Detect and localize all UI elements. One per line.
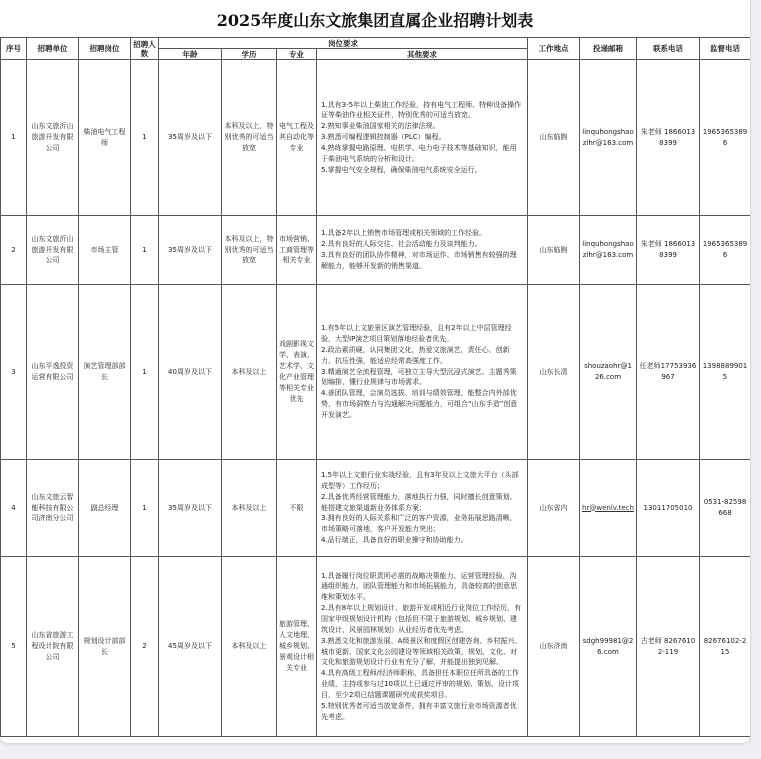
recruitment-table [0,37,751,737]
cell-index: 5 [1,557,27,737]
cell-supervision: 82676102-215 [700,557,751,737]
cell-location: 山东省内 [528,460,580,557]
cell-supervision: 0531-82598668 [700,460,751,557]
cell-age: 35周岁及以下 [159,216,222,285]
table-row [1,60,751,216]
cell-headcount: 2 [131,557,159,737]
header-location: 工作地点 [528,38,580,60]
cell-headcount: 1 [131,216,159,285]
cell-headcount: 1 [131,60,159,216]
cell-phone: 13011705010 [637,460,700,557]
cell-email: linquhongshaozihr@163.com [580,216,637,285]
cell-age: 40周岁及以下 [159,285,222,460]
cell-company: 山东平逸投资运营有限公司 [27,285,79,460]
cell-age: 35周岁及以下 [159,60,222,216]
cell-phone: 任老师17753936967 [637,285,700,460]
cell-company: 山东文旅云智能科技有限公司济南分公司 [27,460,79,557]
requirement-line: 3.拥有良好的人际关系和广泛的客户资源，业务拓展思路清晰，市场策略可落地，客户开发能力突出； [321,514,517,534]
cell-email: linquhongshaozihr@163.com [580,60,637,216]
requirement-line: 2.具有良好的人际交往、社会活动能力及谈判能力。 [321,240,482,249]
cell-education: 本科及以上 [222,285,277,460]
cell-email: sdgh99981@26.com [580,557,637,737]
header-supervision: 监督电话 [700,38,751,60]
cell-position: 演艺管理部部长 [79,285,131,460]
requirement-line: 2.具有8年以上规划设计、旅游开发或相近行业岗位工作经历，有国家甲级规划设计机构（包括但不限于旅游规划、城乡规划、建筑设计、风景园林规划）从业经历者优先考虑。 [321,604,522,634]
cell-position: 规划设计部部长 [79,557,131,737]
cell-major: 电气工程及其自动化等专业 [277,60,317,216]
requirement-line: 1.具备履行岗位职责所必需的战略决策能力、运营管理经验，沟通组织能力、团队管理能力和市场拓展能力，具备较高的创意思维和策划水平。 [321,571,517,602]
requirement-line: 3.具有良好的团队协作精神，对市场运作、市场销售有较强的理解能力，能够开发新的销售渠道。 [321,251,517,270]
requirement-line: 4.品行端正，具备良好的职业操守和协助能力。 [321,536,468,545]
requirement-line: 2.熟知事业柴油国家相关的法律法规。 [321,122,440,131]
cell-phone: 朱老师 18660138399 [637,216,700,285]
cell-other-requirements [317,285,528,460]
cell-other-requirements [317,216,528,285]
table-row [1,216,751,285]
header-age: 年龄 [159,49,222,60]
header-phone: 联系电话 [637,38,700,60]
requirement-line: 2.政治素质硬，认同集团文化，热爱文旅演艺，责任心、创新力、抗压性强，能适应经常高强度工作。 [321,345,510,365]
cell-supervision: 19653653896 [700,216,751,285]
cell-age: 35周岁及以下 [159,460,222,557]
requirement-line: 3.熟悉文化和旅游发展、A级景区和度假区创建咨询、乡村振兴、城市更新、国家文化公园建设等领域相关政策，规划、文化、对文化和旅游规划设计行业有充分了解，并能提出独到见解。 [321,636,522,667]
cell-other-requirements [317,460,528,557]
cell-index: 4 [1,460,27,557]
cell-index: 1 [1,60,27,216]
table-row [1,557,751,737]
requirement-line: 5.掌握电气安全规程，确保柴油电气系统安全运行。 [321,165,482,174]
table-row [1,285,751,460]
cell-index: 2 [1,216,27,285]
cell-index: 3 [1,285,27,460]
email-link[interactable]: hr@wenlv.tech [582,503,634,512]
requirement-line: 3.精通演艺全流程管理，可独立主导大型沉浸式演艺、主题秀策划编排，懂行业规律与市场需求。 [321,367,517,387]
requirement-line: 1.具有3-5年以上柴油工作经验，持有电气工程师、特种设备操作证等柴油作业相关证件，特别优秀的可适当放宽。 [321,100,522,120]
cell-major: 市场营销、工商管理等相关专业 [277,216,317,285]
requirement-line: 4.具有高级工程师/经济师职称，具备担任本职位任所具备的工作业绩，主持或参与过10项以上已通过评审的规划、策划、设计项目，至少2项已结题课题研究或获奖项目。 [321,669,520,699]
page-title: 2025年度山东文旅集团直属企业招聘计划表 [216,11,534,30]
cell-major: 不限 [277,460,317,557]
cell-location: 山东临朐 [528,216,580,285]
cell-other-requirements [317,60,528,216]
cell-company: 山东文旅沂山旅游开发有限公司 [27,60,79,216]
cell-company: 山东文旅沂山旅游开发有限公司 [27,216,79,285]
requirement-line: 1.具备2年以上销售市场管理或相关领域的工作经验。 [321,229,487,238]
header-email: 投递邮箱 [580,38,637,60]
cell-major: 戏剧影视文学、表演、艺术学、文化产业管理等相关专业优先 [277,285,317,460]
header-index: 序号 [1,38,27,60]
cell-phone: 朱老师 18660138399 [637,60,700,216]
header-requirements: 岗位要求 [159,38,528,49]
cell-position: 柴油电气工程师 [79,60,131,216]
cell-company: 山东省旅游工程设计院有限公司 [27,557,79,737]
cell-supervision: 13988899015 [700,285,751,460]
window-edge [750,0,751,743]
header-row [1,38,751,49]
cell-education: 本科及以上 [222,460,277,557]
cell-headcount: 1 [131,460,159,557]
header-major: 专业 [277,49,317,60]
header-headcount: 招聘人数 [131,38,159,60]
cell-location: 山东长清 [528,285,580,460]
cell-phone: 古老师 82676102-119 [637,557,700,737]
cell-location: 山东济南 [528,557,580,737]
cell-headcount: 1 [131,285,159,460]
cell-email [580,460,637,557]
requirement-line: 4.熟练掌握电路原理、电机学、电力电子技术等基础知识，能用于柴油电气系统的分析和设计。 [321,143,517,163]
requirement-line: 3.熟悉可编程逻辑控制器（PLC）编程。 [321,133,446,142]
table-row [1,460,751,557]
cell-education: 本科及以上，特别优秀的可适当放宽 [222,60,277,216]
cell-education: 本科及以上 [222,557,277,737]
header-company: 招聘单位 [27,38,79,60]
cell-education: 本科及以上，特别优秀的可适当放宽 [222,216,277,285]
cell-supervision: 19653653896 [700,60,751,216]
cell-other-requirements [317,557,528,737]
cell-major: 旅游管理、人文地理、城乡规划、景观设计相关专业 [277,557,317,737]
requirement-line: 2.具备优秀经营管理能力，落地执行力强，同时擅长创意策划、能搭建文旅渠道新业务体系方案； [321,492,517,512]
cell-location: 山东临朐 [528,60,580,216]
cell-position: 副总经理 [79,460,131,557]
requirement-line: 5.特别优秀者可适当放宽条件，拥有丰富文旅行业市场资源者优先考虑。 [321,701,517,721]
requirement-line: 1.有5年以上文旅景区演艺管理经验，且有2年以上中层管理经验，大型IP演艺项目策划落地经验者优先。 [321,324,512,344]
header-position: 招聘岗位 [79,38,131,60]
header-education: 学历 [222,49,277,60]
header-other: 其他要求 [317,49,528,60]
requirement-line: 4.善团队管理，会演员选拔、培训与绩效管理，能整合内外部优势，有市场洞察力与沟通解决问题能力，可组合“山东手造”创意开发演艺。 [321,389,518,419]
cell-position: 市场主管 [79,216,131,285]
cell-age: 45周岁及以下 [159,557,222,737]
requirement-line: 1.5年以上文旅行业实战经验，且有3年及以上文旅大平台（头部成型等）工作经历； [321,471,519,490]
cell-email: shouzaohr@126.com [580,285,637,460]
